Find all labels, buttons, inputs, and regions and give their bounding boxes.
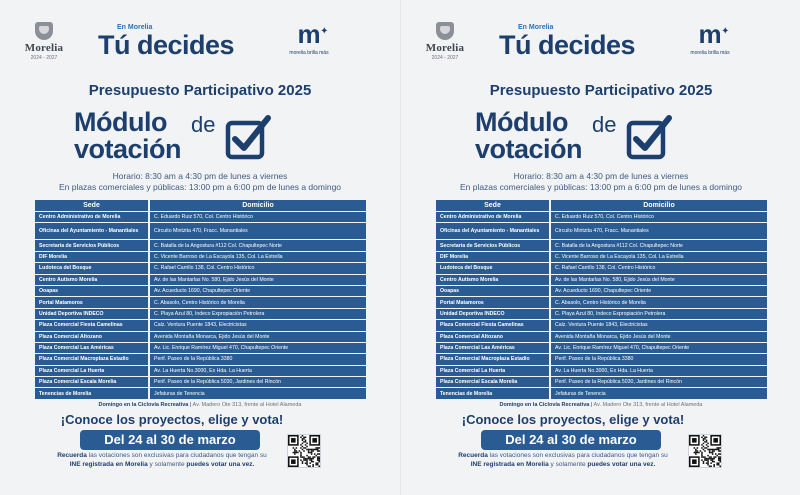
schedule-line-2: En plazas comerciales y públicas: 13:00 pm a 6:00 pm de lunes a domingo xyxy=(58,182,342,192)
sede-cell: Ooapas xyxy=(35,286,148,296)
sede-cell: Centro Autismo Morelia xyxy=(436,275,549,285)
city-name: Morelia xyxy=(425,42,465,54)
table-row xyxy=(436,263,767,273)
sede-cell: Plaza Comercial Escala Morelia xyxy=(35,377,148,387)
m-letter: m xyxy=(297,19,321,49)
city-years: 2024 - 2027 xyxy=(431,55,459,61)
table-row xyxy=(35,297,366,307)
schedule-line-2: En plazas comerciales y públicas: 13:00 pm a 6:00 pm de lunes a domingo xyxy=(459,182,743,192)
sede-cell: DIF Morelia xyxy=(436,252,549,262)
city-years: 2024 - 2027 xyxy=(30,55,58,61)
domicilio-cell: C. Eduardo Ruiz 570, Col. Centro Histórico xyxy=(150,212,366,222)
column-header-sede: Sede xyxy=(35,200,148,211)
domicilio-cell: Perif. Paseo de la República 5030, Jardines del Rincón xyxy=(551,377,767,387)
sede-cell: Ludoteca del Bosque xyxy=(35,263,148,273)
domicilio-cell: C. Abasolo, Centro Histórico de Morelia xyxy=(150,297,366,307)
sede-cell: Plaza Comercial La Huerta xyxy=(35,366,148,376)
votacion-word: votación xyxy=(475,134,583,164)
ciclovia-note xyxy=(0,402,400,408)
sede-cell: Centro Administrativo de Morelia xyxy=(35,212,148,222)
domicilio-cell: C. Playa Azul 80, Indeco Expropiación Petrolera xyxy=(150,309,366,319)
domicilio-cell: Jefaturas de Tenencia xyxy=(551,388,767,398)
modulo-word: Módulo xyxy=(475,107,568,137)
table-row xyxy=(35,377,366,387)
qr-code-icon[interactable] xyxy=(287,434,321,468)
sede-cell: Plaza Comercial Fiesta Camelinas xyxy=(35,320,148,330)
table-row xyxy=(35,212,366,222)
table-row xyxy=(35,343,366,353)
footer-part-5: puedes votar una vez. xyxy=(186,460,255,468)
modulo-heading xyxy=(475,108,735,168)
city-name: Morelia xyxy=(24,42,64,54)
tu-decides-logo xyxy=(499,24,659,59)
table-row xyxy=(436,343,767,353)
brand-small: En Morelia xyxy=(518,24,554,31)
brand-big: Tú decides xyxy=(98,30,235,60)
sede-cell: Unidad Deportiva INDECO xyxy=(436,309,549,319)
table-row xyxy=(35,240,366,250)
table-row xyxy=(436,309,767,319)
domicilio-cell: C. Vicente Barroso de La Escayola 135, Col. La Estrella xyxy=(150,252,366,262)
domicilio-cell: Av. La Huerta No.3000, Ex Hda. La Huerta xyxy=(150,366,366,376)
table-row xyxy=(35,388,366,398)
table-row xyxy=(35,309,366,319)
ciclovia-label: Domingo en la Ciclovía Recreativa xyxy=(499,402,590,408)
dates-banner: Del 24 al 30 de marzo xyxy=(481,430,661,450)
sede-cell: Portal Matamoros xyxy=(35,297,148,307)
city-crest-icon xyxy=(436,22,454,40)
call-to-action: ¡Conoce los proyectos, elige y vota! xyxy=(60,412,284,427)
m-logo xyxy=(284,20,334,56)
poster-header xyxy=(401,18,800,76)
table-row xyxy=(436,366,767,376)
column-header-domicilio: Domicilio xyxy=(551,200,767,211)
brand-small: En Morelia xyxy=(117,24,153,31)
table-row xyxy=(436,332,767,342)
schedule-line-1: Horario: 8:30 am a 4:30 pm de lunes a viernes xyxy=(112,171,288,181)
domicilio-cell: Calz. Ventura Puente 1843, Electricistas xyxy=(551,320,767,330)
ciclovia-label: Domingo en la Ciclovía Recreativa xyxy=(98,402,189,408)
ciclovia-note xyxy=(401,402,800,408)
table-row xyxy=(436,275,767,285)
plus-icon: ✦ xyxy=(320,26,329,37)
poster-right xyxy=(400,0,800,495)
qr-code-icon[interactable] xyxy=(688,434,722,468)
footer-part-1: Recuerda xyxy=(57,452,87,459)
de-word: de xyxy=(592,112,617,137)
table-row xyxy=(436,240,767,250)
sede-cell: Plaza Comercial Macroplaza Estadio xyxy=(35,354,148,364)
table-row xyxy=(35,286,366,296)
footer-part-5: puedes votar una vez. xyxy=(587,460,656,468)
domicilio-cell: Av. Acueducto 1690, Chapultepec Oriente xyxy=(551,286,767,296)
column-header-domicilio: Domicilio xyxy=(150,200,366,211)
table-row xyxy=(436,223,767,239)
sede-cell: Tenencias de Morelia xyxy=(436,388,549,398)
sede-cell: Plaza Comercial Altozano xyxy=(35,332,148,342)
m-tagline: morelia brilla más xyxy=(690,50,730,56)
sede-cell: Ludoteca del Bosque xyxy=(436,263,549,273)
domicilio-cell: Av. de las Mantarlas No. 580, Ejido Jesús del Monte xyxy=(150,275,366,285)
table-row xyxy=(35,263,366,273)
domicilio-cell: Av. Acueducto 1690, Chapultepec Oriente xyxy=(150,286,366,296)
qr-code-graphic xyxy=(288,435,320,467)
m-letter: m xyxy=(698,19,722,49)
sede-cell: Unidad Deportiva INDECO xyxy=(35,309,148,319)
table-row xyxy=(35,354,366,364)
table-row xyxy=(35,320,366,330)
table-header-row xyxy=(35,200,366,211)
sede-cell: Plaza Comercial Las Américas xyxy=(436,343,549,353)
domicilio-cell: C. Eduardo Ruiz 570, Col. Centro Histórico xyxy=(551,212,767,222)
check-square-icon xyxy=(625,114,673,162)
ciclovia-address: Av. Madero Ote 313, frente al Hotel Alameda xyxy=(593,402,703,408)
footer-part-1: Recuerda xyxy=(458,452,488,459)
domicilio-cell: Av. La Huerta No.3000, Ex Hda. La Huerta xyxy=(551,366,767,376)
sede-cell: Plaza Comercial Fiesta Camelinas xyxy=(436,320,549,330)
footer-part-3: INE registrada en Morelia xyxy=(69,460,148,468)
domicilio-cell: Avenida Montaña Monarca, Ejido Jesús del Monte xyxy=(150,332,366,342)
domicilio-cell: Perif. Paseo de la República 3380 xyxy=(150,354,366,364)
table-row xyxy=(35,332,366,342)
ciclovia-address: Av. Madero Ote 313, frente al Hotel Alameda xyxy=(192,402,302,408)
sede-cell: Centro Administrativo de Morelia xyxy=(436,212,549,222)
column-header-sede: Sede xyxy=(436,200,549,211)
modulo-word: Módulo xyxy=(74,107,167,137)
domicilio-cell: Av. Lic. Enrique Ramírez Miguel 470, Chapultepec Oriente xyxy=(150,343,366,353)
domicilio-cell: Av. Lic. Enrique Ramírez Miguel 470, Chapultepec Oriente xyxy=(551,343,767,353)
sede-cell: Plaza Comercial Escala Morelia xyxy=(436,377,549,387)
domicilio-cell: C. Playa Azul 80, Indeco Expropiación Petrolera xyxy=(551,309,767,319)
domicilio-cell: C. Rafael Carrillo 138, Col. Centro Histórico xyxy=(551,263,767,273)
domicilio-cell: C. Rafael Carrillo 138, Col. Centro Histórico xyxy=(150,263,366,273)
footer-part-3: INE registrada en Morelia xyxy=(470,460,549,468)
sede-cell: Oficinas del Ayuntamiento - Manantiales xyxy=(35,223,148,239)
table-row xyxy=(35,252,366,262)
footer-part-2: las votaciones son exclusivas para ciudadanos que tengan su xyxy=(86,452,267,459)
table-row xyxy=(35,275,366,285)
table-row xyxy=(436,388,767,398)
sede-cell: Secretaría de Servicios Públicos xyxy=(436,240,549,250)
call-to-action: ¡Conoce los proyectos, elige y vota! xyxy=(461,412,685,427)
m-logo xyxy=(685,20,735,56)
table-row xyxy=(436,354,767,364)
table-row xyxy=(35,223,366,239)
page-title: Presupuesto Participativo 2025 xyxy=(88,82,312,99)
sede-cell: Secretaría de Servicios Públicos xyxy=(35,240,148,250)
domicilio-cell: C. Abasolo, Centro Histórico de Morelia xyxy=(551,297,767,307)
table-row xyxy=(436,252,767,262)
m-tagline: morelia brilla más xyxy=(289,50,329,56)
domicilio-cell: Av. de las Mantarlas No. 580, Ejido Jesús del Monte xyxy=(551,275,767,285)
domicilio-cell: Perif. Paseo de la República 3380 xyxy=(551,354,767,364)
sede-cell: Ooapas xyxy=(436,286,549,296)
table-row xyxy=(35,366,366,376)
ciclovia-separator: | xyxy=(188,402,193,408)
votacion-word: votación xyxy=(74,134,182,164)
sede-cell: DIF Morelia xyxy=(35,252,148,262)
check-square-icon xyxy=(224,114,272,162)
schedule-text xyxy=(0,171,400,193)
dates-banner: Del 24 al 30 de marzo xyxy=(80,430,260,450)
sede-cell: Portal Matamoros xyxy=(436,297,549,307)
domicilio-cell: Avenida Montaña Monarca, Ejido Jesús del Monte xyxy=(551,332,767,342)
sede-cell: Plaza Comercial Las Américas xyxy=(35,343,148,353)
table-row xyxy=(436,297,767,307)
brand-big: Tú decides xyxy=(499,30,636,60)
table-row xyxy=(436,212,767,222)
domicilio-cell: Jefaturas de Tenencia xyxy=(150,388,366,398)
sede-cell: Oficinas del Ayuntamiento - Manantiales xyxy=(436,223,549,239)
sede-cell: Plaza Comercial Altozano xyxy=(436,332,549,342)
footer-note xyxy=(433,452,693,469)
table-row xyxy=(436,320,767,330)
morelia-logo xyxy=(20,22,68,61)
schedule-text xyxy=(401,171,800,193)
domicilio-cell: C. Batalla de la Angostura #112 Col. Chapultepec Norte xyxy=(551,240,767,250)
table-header-row xyxy=(436,200,767,211)
sede-cell: Plaza Comercial Macroplaza Estadio xyxy=(436,354,549,364)
domicilio-cell: Perif. Paseo de la República 5030, Jardines del Rincón xyxy=(150,377,366,387)
domicilio-cell: Circuito Mintzita 470, Fracc. Manantiales xyxy=(551,223,767,239)
poster-header xyxy=(0,18,400,76)
domicilio-cell: C. Batalla de la Angostura #112 Col. Chapultepec Norte xyxy=(150,240,366,250)
plus-icon: ✦ xyxy=(721,26,730,37)
qr-code-graphic xyxy=(689,435,721,467)
locations-table xyxy=(33,199,368,399)
ciclovia-separator: | xyxy=(589,402,594,408)
city-crest-icon xyxy=(35,22,53,40)
footer-part-4: y solamente xyxy=(548,460,588,468)
footer-part-4: y solamente xyxy=(147,460,187,468)
footer-part-2: las votaciones son exclusivas para ciudadanos que tengan su xyxy=(487,452,668,459)
page-title: Presupuesto Participativo 2025 xyxy=(489,82,713,99)
de-word: de xyxy=(191,112,216,137)
sede-cell: Tenencias de Morelia xyxy=(35,388,148,398)
footer-note xyxy=(32,452,292,469)
sede-cell: Plaza Comercial La Huerta xyxy=(436,366,549,376)
table-row xyxy=(436,286,767,296)
sede-cell: Centro Autismo Morelia xyxy=(35,275,148,285)
schedule-line-1: Horario: 8:30 am a 4:30 pm de lunes a viernes xyxy=(513,171,689,181)
domicilio-cell: Calz. Ventura Puente 1843, Electricistas xyxy=(150,320,366,330)
table-row xyxy=(436,377,767,387)
domicilio-cell: Circuito Mintzita 470, Fracc. Manantiales xyxy=(150,223,366,239)
modulo-heading xyxy=(74,108,334,168)
tu-decides-logo xyxy=(98,24,258,59)
domicilio-cell: C. Vicente Barroso de La Escayola 135, Col. La Estrella xyxy=(551,252,767,262)
morelia-logo xyxy=(421,22,469,61)
locations-table xyxy=(434,199,769,399)
